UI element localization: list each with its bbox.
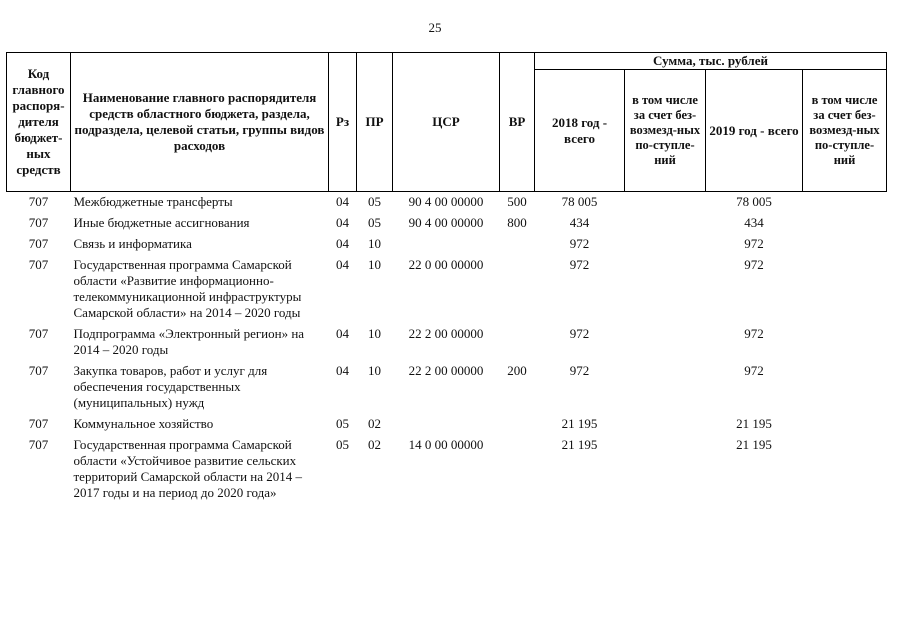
header-2019-grants: в том числе за счет без-возмезд-ных по-ступле-ний [803, 70, 887, 192]
cell-rz: 04 [336, 215, 349, 230]
cell-csr [393, 414, 500, 435]
cell-2019-grants [803, 435, 887, 504]
cell-pr: 02 [368, 437, 381, 452]
header-csr: ЦСР [393, 53, 500, 192]
table-row [7, 192, 887, 214]
table-row [7, 414, 887, 435]
cell-2019-grants [803, 414, 887, 435]
cell-2018-grants [625, 255, 706, 324]
table-row [7, 234, 887, 255]
cell-2018-grants [625, 361, 706, 414]
budget-table [6, 52, 887, 504]
cell-2018-total: 434 [569, 215, 590, 230]
cell-2018-grants [625, 192, 706, 214]
header-2018-total: 2018 год - всего [535, 70, 625, 192]
cell-name: Закупка товаров, работ и услуг для обеспечения государственных (муниципальных) нужд [73, 363, 268, 410]
cell-code: 707 [28, 437, 49, 452]
cell-2019-total: 78 005 [736, 194, 772, 209]
cell-rz: 05 [336, 416, 349, 431]
cell-csr [393, 234, 500, 255]
table-row [7, 255, 887, 324]
cell-pr: 02 [368, 416, 381, 431]
cell-name: Иные бюджетные ассигнования [73, 215, 250, 230]
cell-name: Подпрограмма «Электронный регион» на 2014 – 2020 годы [73, 326, 305, 357]
cell-rz: 04 [336, 236, 349, 251]
table-header [7, 53, 887, 192]
header-2019-total: 2019 год - всего [706, 70, 803, 192]
cell-pr: 05 [368, 215, 381, 230]
cell-csr: 22 2 00 00000 [408, 363, 484, 378]
cell-code: 707 [28, 326, 49, 341]
cell-name: Связь и информатика [73, 236, 192, 251]
cell-rz: 04 [336, 326, 349, 341]
cell-code: 707 [28, 236, 49, 251]
page-number: 25 [428, 20, 442, 35]
cell-2019-grants [803, 234, 887, 255]
cell-csr: 22 2 00 00000 [408, 326, 484, 341]
cell-pr: 10 [368, 326, 381, 341]
cell-name: Межбюджетные трансферты [73, 194, 233, 209]
cell-rz: 04 [336, 363, 349, 378]
cell-2019-total: 972 [744, 236, 764, 251]
cell-vr [500, 435, 535, 504]
cell-2018-grants [625, 213, 706, 234]
cell-code: 707 [28, 363, 49, 378]
cell-2019-total: 434 [744, 215, 764, 230]
cell-vr: 500 [507, 194, 527, 209]
cell-2019-total: 21 195 [736, 437, 772, 452]
header-name: Наименование главного распорядителя средств областного бюджета, раздела, подраздела, целевой статьи, группы видов расходов [71, 53, 329, 192]
cell-2018-total: 972 [569, 236, 590, 251]
cell-pr: 10 [368, 257, 381, 272]
cell-csr: 90 4 00 00000 [408, 194, 484, 209]
cell-vr: 800 [507, 215, 527, 230]
cell-2018-total: 972 [569, 257, 590, 272]
cell-vr [500, 255, 535, 324]
table-row [7, 361, 887, 414]
cell-name: Коммунальное хозяйство [73, 416, 214, 431]
header-sum: Сумма, тыс. рублей [535, 53, 887, 70]
cell-csr: 22 0 00 00000 [408, 257, 484, 272]
cell-2018-total: 21 195 [561, 416, 598, 431]
cell-2018-grants [625, 435, 706, 504]
cell-2019-total: 972 [744, 326, 764, 341]
cell-2019-grants [803, 192, 887, 214]
cell-code: 707 [28, 215, 49, 230]
cell-2018-total: 21 195 [561, 437, 598, 452]
cell-2018-grants [625, 324, 706, 361]
cell-vr [500, 324, 535, 361]
cell-csr: 14 0 00 00000 [408, 437, 484, 452]
cell-rz: 05 [336, 437, 349, 452]
cell-2018-grants [625, 234, 706, 255]
cell-pr: 05 [368, 194, 381, 209]
header-pr: ПР [357, 53, 393, 192]
cell-vr: 200 [507, 363, 527, 378]
cell-pr: 10 [368, 236, 381, 251]
cell-2019-grants [803, 255, 887, 324]
cell-pr: 10 [368, 363, 381, 378]
cell-name: Государственная программа Самарской области «Развитие информационно-телекоммуникационной инфраструктуры Самарской области» на 2014 – 2020 годы [73, 257, 302, 320]
cell-code: 707 [28, 194, 49, 209]
cell-2019-total: 21 195 [736, 416, 772, 431]
cell-code: 707 [28, 257, 49, 272]
cell-csr: 90 4 00 00000 [408, 215, 484, 230]
table-row [7, 213, 887, 234]
cell-rz: 04 [336, 194, 349, 209]
cell-name: Государственная программа Самарской области «Устойчивое развитие сельских территорий Самарской области на 2014 – 2017 годы и на период до 2020 года» [73, 437, 302, 500]
cell-2018-total: 972 [569, 326, 590, 341]
cell-2019-grants [803, 324, 887, 361]
header-vr: ВР [500, 53, 535, 192]
cell-2018-total: 78 005 [561, 194, 598, 209]
cell-2018-grants [625, 414, 706, 435]
table-row [7, 435, 887, 504]
cell-2019-grants [803, 361, 887, 414]
cell-vr [500, 234, 535, 255]
header-rz: Рз [329, 53, 357, 192]
cell-2018-total: 972 [569, 363, 590, 378]
cell-code: 707 [28, 416, 49, 431]
cell-2019-total: 972 [744, 363, 764, 378]
cell-2019-grants [803, 213, 887, 234]
header-2018-grants: в том числе за счет без-возмезд-ных по-ступле-ний [625, 70, 706, 192]
cell-rz: 04 [336, 257, 349, 272]
cell-vr [500, 414, 535, 435]
table-body [7, 192, 887, 505]
table-row [7, 324, 887, 361]
header-code: Код главного распоря-дителя бюджет-ных средств [7, 53, 71, 192]
cell-2019-total: 972 [744, 257, 764, 272]
